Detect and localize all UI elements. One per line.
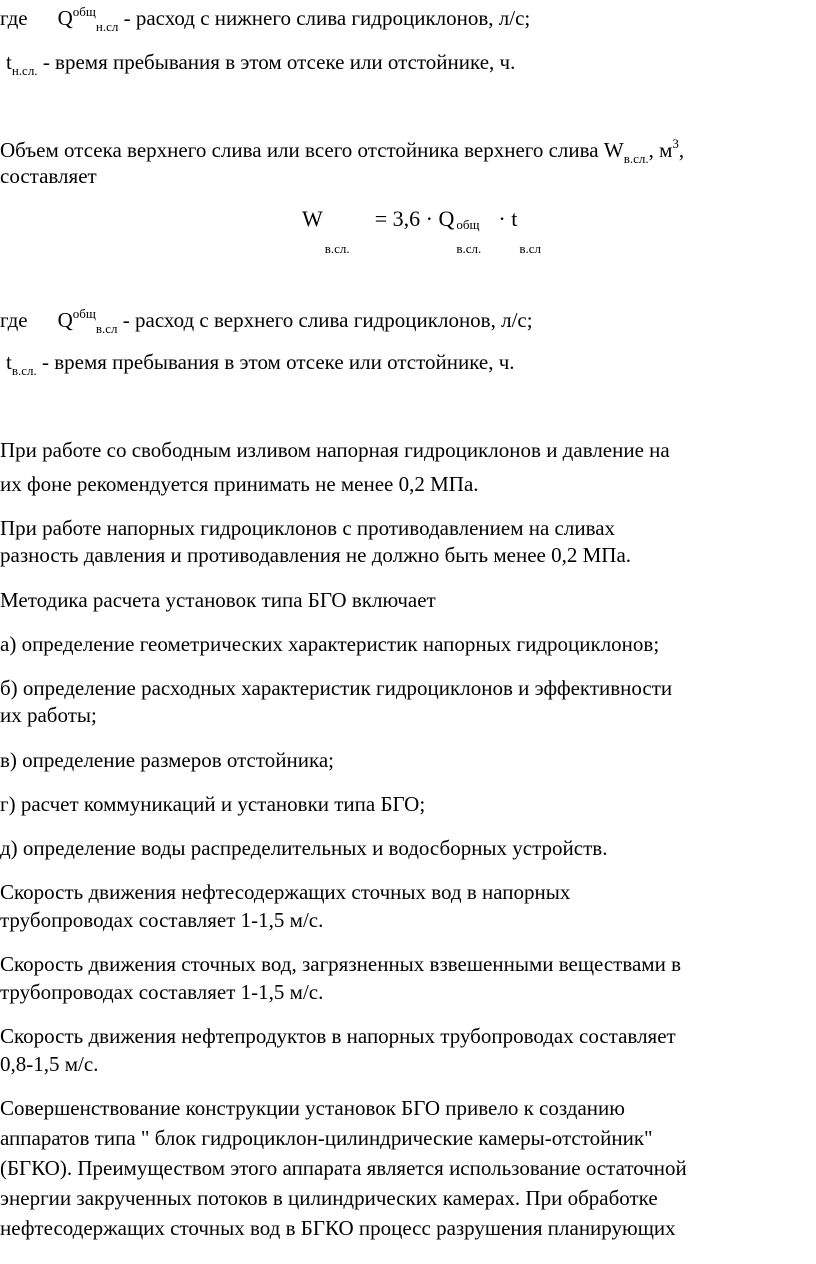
list-item: г) расчет коммуникаций и установки типа БГО; xyxy=(0,792,426,816)
list-item: а) определение геометрических характеристик напорных гидроциклонов; xyxy=(0,632,660,656)
formula-lhs: W xyxy=(302,206,323,231)
superscript: общ xyxy=(72,306,96,321)
body-line: Скорость движения нефтепродуктов в напорных трубопроводах составляет xyxy=(0,1024,676,1048)
list-item: в) определение размеров отстойника; xyxy=(0,748,335,772)
unit-text: , м xyxy=(648,138,673,162)
paragraph-text: составляет xyxy=(0,164,97,188)
symbol-q: Q xyxy=(57,308,73,332)
body-line: трубопроводах составляет 1-1,5 м/с. xyxy=(0,980,324,1004)
subscript: н.сл xyxy=(95,19,119,34)
list-item: б) определение расходных характеристик гидроциклонов и эффективности xyxy=(0,676,673,700)
definition-text: - расход с верхнего слива гидроциклонов, л/с; xyxy=(117,308,533,332)
superscript: общ xyxy=(72,4,96,19)
formula-q-subscript: в.сл. xyxy=(456,241,482,256)
definition-line-q-lower xyxy=(0,4,531,34)
formula-t: · t xyxy=(498,206,518,231)
body-line: При работе напорных гидроциклонов с противодавлением на сливах xyxy=(0,516,616,540)
body-line: Скорость движения нефтесодержащих сточных вод в напорных xyxy=(0,880,571,904)
symbol-q: Q xyxy=(57,6,73,30)
where-label: где xyxy=(0,6,28,30)
symbol-t: t xyxy=(6,350,12,374)
list-item: д) определение воды распределительных и водосборных устройств. xyxy=(0,836,608,860)
list-item-continuation: их работы; xyxy=(0,703,97,727)
body-line: аппаратов типа " блок гидроциклон-цилиндрические камеры-отстойник" xyxy=(0,1126,653,1150)
body-line: При работе со свободным изливом напорная гидроциклонов и давление на xyxy=(0,438,670,462)
body-line: нефтесодержащих сточных вод в БГКО процесс разрушения планирующих xyxy=(0,1216,676,1240)
body-line: Совершенствование конструкции установок БГО привело к созданию xyxy=(0,1096,625,1120)
subscript: в.сл xyxy=(95,321,118,336)
body-line: их фоне рекомендуется принимать не менее 0,2 МПа. xyxy=(0,472,479,496)
formula-t-subscript: в.сл xyxy=(519,241,541,256)
symbol-t: t xyxy=(6,50,12,74)
definition-text: - время пребывания в этом отсеке или отстойнике, ч. xyxy=(37,50,516,74)
body-line: Методика расчета установок типа БГО включает xyxy=(0,588,436,612)
definition-line-t-upper xyxy=(6,350,515,378)
subscript: н.сл. xyxy=(11,63,38,78)
definition-line-t-lower xyxy=(6,50,516,78)
formula-lhs-subscript: в.сл. xyxy=(324,241,350,256)
body-line: 0,8-1,5 м/с. xyxy=(0,1052,99,1076)
body-line: трубопроводах составляет 1-1,5 м/с. xyxy=(0,908,324,932)
subscript: в.сл. xyxy=(11,363,37,378)
punctuation: , xyxy=(678,138,685,162)
superscript: 3 xyxy=(672,136,679,151)
paragraph-volume-line xyxy=(0,136,685,166)
definition-line-q-upper xyxy=(0,306,533,336)
paragraph-text: Объем отсека верхнего слива или всего отстойника верхнего слива W xyxy=(0,138,624,162)
body-line: энергии закрученных потоков в цилиндрических камерах. При обработке xyxy=(0,1186,658,1210)
formula-rhs: = 3,6 · Q xyxy=(374,206,455,231)
definition-text: - расход с нижнего слива гидроциклонов, л/с; xyxy=(118,6,531,30)
formula-q-superscript: общ xyxy=(456,217,480,232)
where-label: где xyxy=(0,308,28,332)
subscript: в.сл. xyxy=(623,151,649,166)
formula xyxy=(302,206,557,256)
definition-text: - время пребывания в этом отсеке или отстойнике, ч. xyxy=(36,350,515,374)
paragraph-volume-line-2 xyxy=(0,166,97,187)
body-line: Скорость движения сточных вод, загрязненных взвешенными веществами в xyxy=(0,952,681,976)
body-line: (БГКО). Преимуществом этого аппарата является использование остаточной xyxy=(0,1156,687,1180)
body-line: разность давления и противодавления не должно быть менее 0,2 МПа. xyxy=(0,543,632,567)
